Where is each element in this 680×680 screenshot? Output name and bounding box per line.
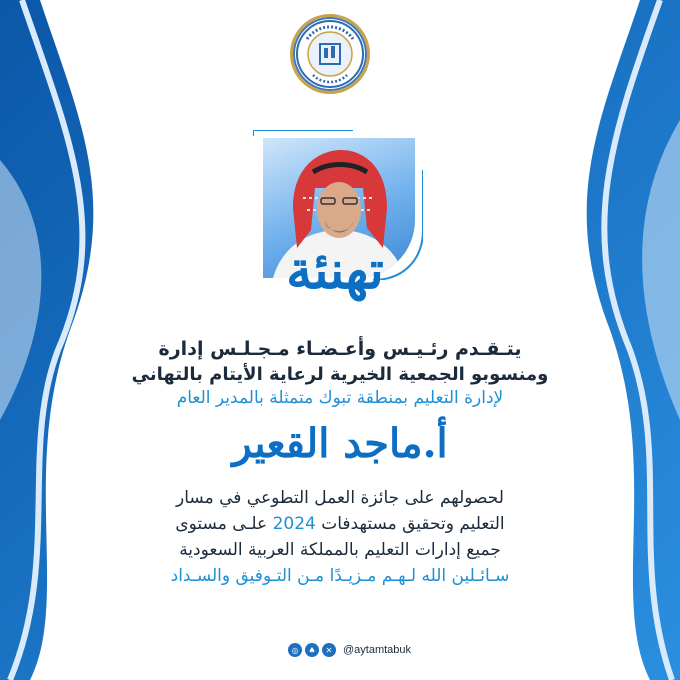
snapchat-icon[interactable]: ♠ [305, 643, 319, 657]
text-line-5: لحصولهم على جائزة العمل التطوعي في مسار [176, 488, 504, 508]
text-line-2: ومنسوبو الجمعية الخيرية لرعاية الأيتام بالتهاني [131, 364, 549, 385]
instagram-icon[interactable]: ◎ [288, 643, 302, 657]
social-bar [288, 640, 411, 660]
text-line-6-part1: التعليم وتحقيق مستهدفات [321, 514, 505, 534]
text-line-6 [130, 514, 550, 534]
text-line-6-part2: علـى مستوى [175, 514, 268, 534]
text-line-7: جميع إدارات التعليم بالمملكة العربية السعودية [179, 540, 501, 560]
x-icon[interactable]: ✕ [322, 643, 336, 657]
year-highlight: 2024 [272, 514, 316, 534]
social-handle[interactable]: @aytamtabuk [343, 644, 412, 656]
text-line-3: لإدارة التعليم بمنطقة تبوك متمثلة بالمدير العام [176, 388, 504, 408]
text-line-1: يتـقـدم رئـيـس وأعـضـاء مـجـلـس إدارة [158, 338, 522, 360]
honoree-name: أ.ماجد القعير [232, 420, 448, 467]
greeting-title: تهنئة [286, 240, 384, 301]
text-line-8: سـائـلين الله لـهـم مـزيـدًا مـن التـوفيق والسـداد [170, 566, 510, 586]
organization-logo [290, 14, 370, 94]
